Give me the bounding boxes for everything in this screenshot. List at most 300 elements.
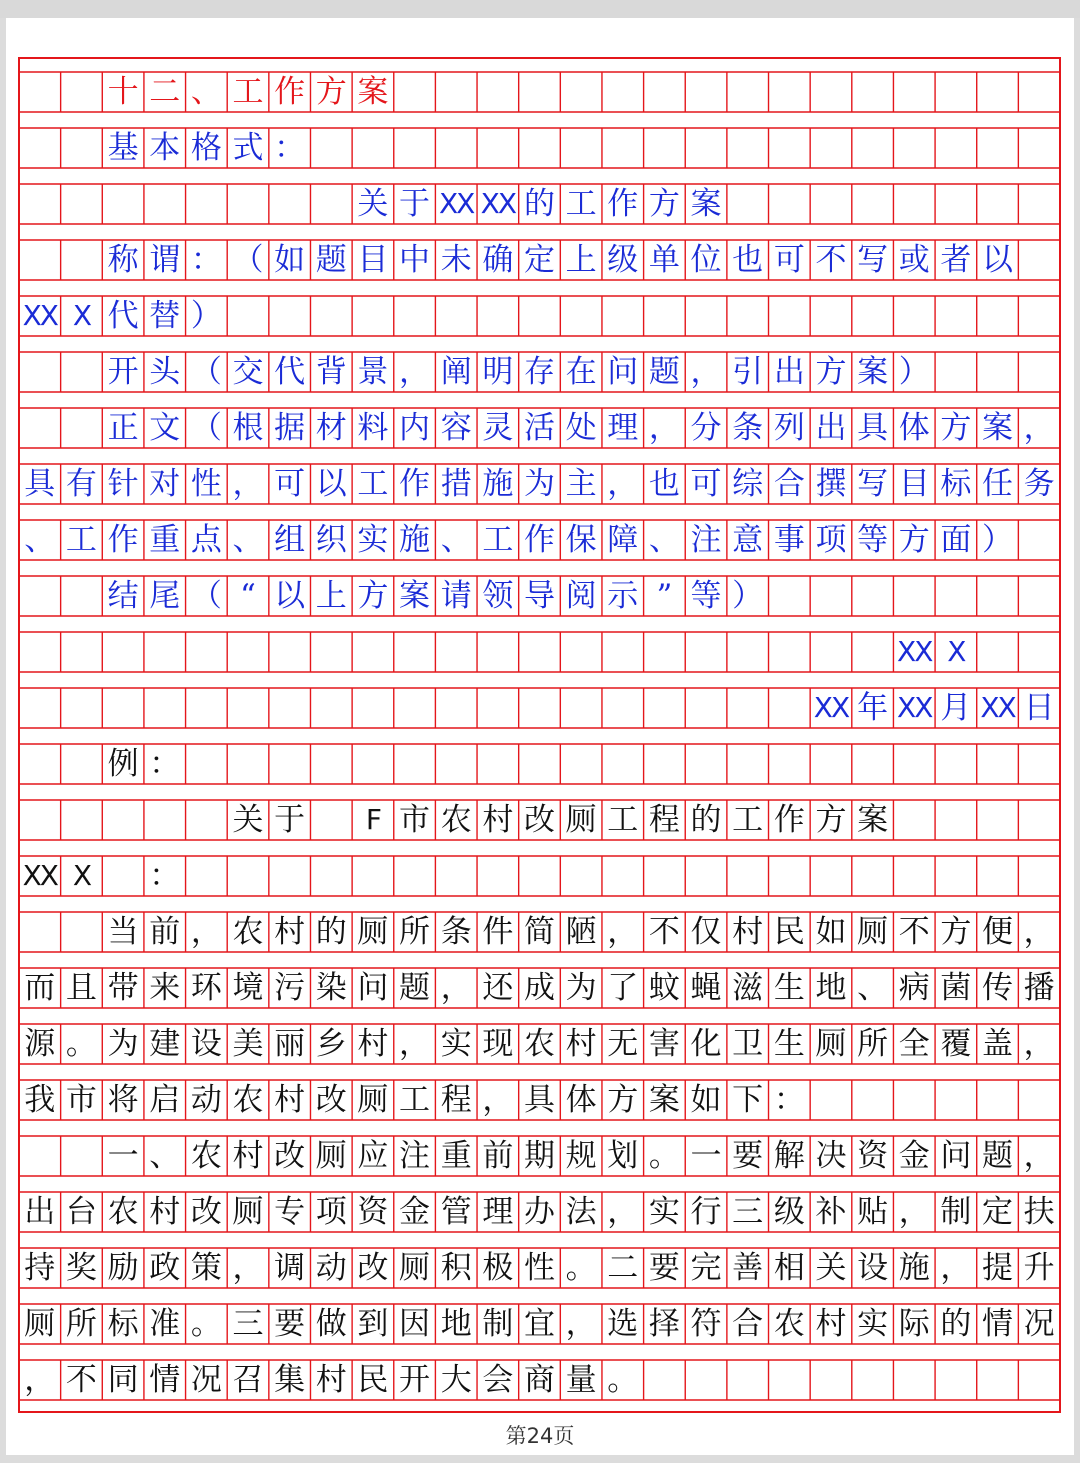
grid-char: 结 [107, 577, 139, 614]
grid-char: 保 [565, 521, 597, 558]
grid-char: 灵 [482, 409, 514, 446]
grid-char: 病 [898, 969, 930, 1006]
grid-char: 写 [857, 241, 889, 278]
grid-char: 会 [482, 1361, 514, 1398]
grid-char: 注 [399, 1137, 431, 1174]
grid-char: ： [149, 745, 181, 782]
grid-char: 村 [732, 913, 764, 950]
grid-char: 出 [815, 409, 847, 446]
grid-char: 前 [149, 913, 181, 950]
grid-char: 奖 [65, 1249, 97, 1286]
grid-char: 农 [232, 1081, 264, 1118]
grid-char: 改 [190, 1193, 222, 1230]
grid-char: 村 [315, 1361, 347, 1398]
grid-char: 上 [565, 241, 597, 278]
grid-char: 领 [482, 577, 514, 614]
grid-char: 任 [982, 465, 1014, 502]
grid-char: 而 [24, 969, 56, 1006]
grid-char: 村 [232, 1137, 264, 1174]
grid-char: 仅 [690, 913, 722, 950]
grid-char: 位 [690, 241, 722, 278]
grid-char: XX [897, 635, 932, 668]
grid-char: 源 [24, 1025, 56, 1062]
grid-char: 交 [232, 353, 264, 390]
grid-char: 村 [357, 1025, 389, 1062]
grid-char: 可 [274, 465, 306, 502]
grid-char: 厕 [232, 1193, 264, 1230]
grid-char: 解 [773, 1137, 805, 1174]
grid-char: 传 [982, 969, 1014, 1006]
grid-char: XX [980, 691, 1015, 724]
grid-char: 陋 [565, 913, 597, 950]
grid-char: ： [773, 1081, 805, 1118]
grid-char: 化 [690, 1025, 722, 1062]
grid-char: 面 [940, 521, 972, 558]
grid-char: 正 [107, 409, 139, 446]
grid-char: 厕 [24, 1305, 56, 1342]
grid-char: 二 [607, 1249, 639, 1286]
grid-char: 合 [773, 465, 805, 502]
grid-char: 案 [857, 353, 889, 390]
grid-char: 头 [149, 353, 181, 390]
grid-char: 意 [732, 521, 764, 558]
grid-char: 内 [399, 409, 431, 446]
grid-char: 卫 [732, 1025, 764, 1062]
grid-char: ， [1023, 913, 1055, 950]
grid-char: 持 [24, 1249, 56, 1286]
grid-char: ， [648, 409, 680, 446]
grid-char: ” [656, 577, 673, 614]
grid-char: 升 [1023, 1249, 1055, 1286]
grid-char: 级 [773, 1193, 805, 1230]
grid-char: 案 [357, 73, 389, 110]
grid-char: 体 [898, 409, 930, 446]
grid-char: 设 [190, 1025, 222, 1062]
grid-char: 导 [523, 577, 555, 614]
grid-char: 大 [440, 1361, 472, 1398]
grid-char: 如 [815, 913, 847, 950]
grid-char: 出 [24, 1193, 56, 1230]
grid-char: 不 [648, 913, 680, 950]
grid-char: ， [940, 1249, 972, 1286]
grid-char: 、 [440, 521, 472, 558]
grid-char: 的 [940, 1305, 972, 1342]
grid-char: 题 [982, 1137, 1014, 1174]
grid-char: 生 [773, 1025, 805, 1062]
grid-char: 择 [648, 1305, 680, 1342]
grid-char: 有 [65, 465, 97, 502]
grid-char: 引 [732, 353, 764, 390]
grid-char: 案 [982, 409, 1014, 446]
grid-char: 补 [815, 1193, 847, 1230]
grid-char: 方 [815, 353, 847, 390]
grid-char: 注 [690, 521, 722, 558]
grid-char: ， [440, 969, 472, 1006]
grid-char: 工 [232, 73, 264, 110]
grid-char: 项 [815, 521, 847, 558]
grid-char: 如 [690, 1081, 722, 1118]
grid-char: ， [1023, 409, 1055, 446]
grid-char: 景 [357, 353, 389, 390]
grid-char: 例 [107, 745, 139, 782]
grid-char: 根 [232, 409, 264, 446]
grid-char: 问 [607, 353, 639, 390]
grid-char: 标 [940, 465, 972, 502]
grid-char: 尾 [149, 577, 181, 614]
grid-char: 当 [107, 913, 139, 950]
grid-char: 工 [565, 185, 597, 222]
grid-char: 提 [982, 1249, 1014, 1286]
grid-char: 播 [1023, 969, 1055, 1006]
grid-char: 要 [648, 1249, 680, 1286]
grid-char: 工 [482, 521, 514, 558]
grid-char: 准 [149, 1305, 181, 1342]
grid-char: 容 [440, 409, 472, 446]
grid-char: ， [399, 1025, 431, 1062]
grid-char: 存 [523, 353, 555, 390]
grid-char: 、 [24, 521, 56, 558]
grid-char: ， [24, 1361, 56, 1398]
grid-char: 管 [440, 1193, 472, 1230]
grid-char: XX [439, 187, 474, 220]
grid-char: 下 [732, 1081, 764, 1118]
grid-char: 厕 [857, 913, 889, 950]
grid-char: 村 [482, 801, 514, 838]
grid-char: 集 [274, 1361, 306, 1398]
grid-char: 标 [107, 1305, 139, 1342]
grid-char: 性 [523, 1249, 555, 1286]
grid-char: 村 [274, 913, 306, 950]
grid-char: 案 [857, 801, 889, 838]
grid-char: 工 [399, 1081, 431, 1118]
grid-char: 确 [482, 241, 514, 278]
grid-char: 程 [440, 1081, 472, 1118]
grid-char: 方 [357, 577, 389, 614]
grid-char: 民 [357, 1361, 389, 1398]
grid-char: XX [480, 187, 516, 220]
grid-char: X [72, 859, 91, 892]
grid-char: 无 [607, 1025, 639, 1062]
grid-char: 实 [440, 1025, 472, 1062]
grid-char: 滋 [732, 969, 764, 1006]
grid-char: 地 [440, 1305, 472, 1342]
grid-char: 民 [773, 913, 805, 950]
grid-char: 问 [940, 1137, 972, 1174]
grid-char: 要 [274, 1305, 306, 1342]
grid-char: 方 [315, 73, 347, 110]
grid-char: 明 [482, 353, 514, 390]
grid-char: “ [240, 577, 256, 614]
grid-char: 改 [523, 801, 555, 838]
grid-char: 不 [815, 241, 847, 278]
grid-char: 厕 [399, 1249, 431, 1286]
grid-char: ， [190, 913, 222, 950]
grid-char: 题 [315, 241, 347, 278]
grid-char: 一 [107, 1137, 139, 1174]
grid-char: 农 [107, 1193, 139, 1230]
grid-char: ： [190, 241, 222, 278]
grid-char: 便 [982, 913, 1014, 950]
grid-char: 带 [107, 969, 139, 1006]
grid-char: 。 [190, 1305, 222, 1342]
grid-char: 工 [732, 801, 764, 838]
grid-char: 农 [190, 1137, 222, 1174]
grid-char: 或 [898, 241, 930, 278]
grid-char: 单 [648, 241, 680, 278]
grid-char: 作 [107, 521, 139, 558]
grid-char: ， [565, 1305, 597, 1342]
grid-char: 的 [315, 913, 347, 950]
grid-char: 月 [940, 689, 972, 726]
grid-char: 开 [107, 353, 139, 390]
grid-char: 可 [773, 241, 805, 278]
grid-char: 村 [815, 1305, 847, 1342]
grid-char: 将 [107, 1081, 139, 1118]
grid-char: 为 [107, 1025, 139, 1062]
grid-char: 应 [357, 1137, 389, 1174]
grid-char: 改 [357, 1249, 389, 1286]
grid-char: 织 [315, 521, 347, 558]
grid-char: 的 [690, 801, 722, 838]
grid-char: 作 [607, 185, 639, 222]
grid-char: 谓 [149, 241, 181, 278]
grid-char: 年 [857, 689, 889, 726]
grid-char: 于 [399, 185, 431, 222]
grid-char: 召 [232, 1361, 264, 1398]
grid-char: 替 [149, 297, 181, 334]
grid-char: 所 [399, 913, 431, 950]
grid-char: X [947, 635, 965, 668]
grid-char: 实 [357, 521, 389, 558]
grid-char: 市 [399, 801, 431, 838]
grid-char: 请 [440, 577, 472, 614]
grid-char: 现 [482, 1025, 514, 1062]
grid-char: 出 [773, 353, 805, 390]
grid-char: 资 [357, 1193, 389, 1230]
grid-char: 到 [357, 1305, 389, 1342]
grid-char: 害 [648, 1025, 680, 1062]
grid-char: 。 [648, 1137, 680, 1174]
grid-char: ， [482, 1081, 514, 1118]
grid-char: 生 [773, 969, 805, 1006]
grid-char: 农 [232, 913, 264, 950]
grid-char: 还 [482, 969, 514, 1006]
grid-char: 未 [440, 241, 472, 278]
grid-char: 务 [1023, 465, 1055, 502]
grid-char: 我 [24, 1081, 56, 1118]
grid-char: ， [607, 465, 639, 502]
grid-char: （ [232, 241, 264, 278]
grid-char: 要 [732, 1137, 764, 1174]
grid-char: 背 [315, 353, 347, 390]
grid-char: 贴 [857, 1193, 889, 1230]
grid-char: 撰 [815, 465, 847, 502]
grid-char: 案 [690, 185, 722, 222]
grid-char: 法 [565, 1193, 597, 1230]
grid-char: 善 [732, 1249, 764, 1286]
grid-char: 作 [523, 521, 555, 558]
grid-char: 改 [274, 1137, 306, 1174]
grid-char: 设 [857, 1249, 889, 1286]
grid-char: 案 [399, 577, 431, 614]
grid-char: 组 [274, 521, 306, 558]
grid-char: 文 [149, 409, 181, 446]
grid-char: 所 [857, 1025, 889, 1062]
grid-char: ） [898, 353, 930, 390]
grid-char: 为 [565, 969, 597, 1006]
grid-char: 施 [898, 1249, 930, 1286]
grid-char: 方 [940, 409, 972, 446]
grid-char: 极 [482, 1249, 514, 1286]
grid-char: 厕 [565, 801, 597, 838]
grid-char: 具 [24, 465, 56, 502]
grid-char: 件 [482, 913, 514, 950]
grid-char: 理 [607, 409, 639, 446]
grid-char: 村 [149, 1193, 181, 1230]
grid-char: 厕 [315, 1137, 347, 1174]
grid-char: 厕 [357, 913, 389, 950]
grid-char: 办 [523, 1193, 555, 1230]
grid-char: 宜 [523, 1305, 555, 1342]
grid-char: 也 [648, 465, 680, 502]
grid-char: 事 [773, 521, 805, 558]
grid-char: 厕 [815, 1025, 847, 1062]
grid-char: 在 [565, 353, 597, 390]
grid-char: 料 [357, 409, 389, 446]
grid-char: F [365, 803, 380, 836]
grid-char: 日 [1023, 689, 1055, 726]
grid-char: 全 [898, 1025, 930, 1062]
grid-char: XX [22, 299, 57, 332]
grid-char: ） [982, 521, 1014, 558]
grid-char: 式 [232, 129, 264, 166]
grid-char: 方 [607, 1081, 639, 1118]
grid-char: 成 [523, 969, 555, 1006]
grid-char: 、 [648, 521, 680, 558]
grid-char: 关 [232, 801, 264, 838]
grid-char: 对 [149, 465, 181, 502]
grid-char: 可 [690, 465, 722, 502]
grid-char: 级 [607, 241, 639, 278]
grid-char: ） [190, 297, 222, 334]
grid-char: 环 [190, 969, 222, 1006]
grid-char: 农 [523, 1025, 555, 1062]
grid-char: 材 [315, 409, 347, 446]
grid-char: 际 [898, 1305, 930, 1342]
grid-char: 决 [815, 1137, 847, 1174]
grid-char: 、 [232, 521, 264, 558]
grid-char: 专 [274, 1193, 306, 1230]
grid-char: 丽 [274, 1025, 306, 1062]
grid-char: 活 [523, 409, 555, 446]
grid-char: 具 [857, 409, 889, 446]
grid-char: 扶 [1023, 1193, 1055, 1230]
grid-char: XX [22, 859, 57, 892]
grid-char: 商 [523, 1361, 555, 1398]
grid-char: 分 [690, 409, 722, 446]
grid-char: 、 [857, 969, 889, 1006]
grid-char: 关 [357, 185, 389, 222]
grid-char: 。 [65, 1025, 97, 1062]
grid-char: 等 [857, 521, 889, 558]
grid-char: 村 [274, 1081, 306, 1118]
grid-char: 动 [190, 1081, 222, 1118]
grid-char: （ [190, 353, 222, 390]
grid-char: 项 [315, 1193, 347, 1230]
grid-char: 开 [399, 1361, 431, 1398]
grid-char: 工 [65, 521, 97, 558]
grid-char: 蚊 [648, 969, 680, 1006]
grid-char: 因 [399, 1305, 431, 1342]
grid-char: 况 [190, 1361, 222, 1398]
grid-char: 二 [149, 73, 181, 110]
grid-char: 不 [898, 913, 930, 950]
grid-char: 覆 [940, 1025, 972, 1062]
grid-char: 理 [482, 1193, 514, 1230]
grid-char: （ [190, 409, 222, 446]
grid-char: 菌 [940, 969, 972, 1006]
grid-char: 量 [565, 1361, 597, 1398]
grid-char: 点 [190, 521, 222, 558]
grid-char: 励 [107, 1249, 139, 1286]
grid-char: 的 [523, 185, 555, 222]
grid-char: ： [274, 129, 306, 166]
grid-char: 农 [440, 801, 472, 838]
grid-char: 盖 [982, 1025, 1014, 1062]
grid-char: 厕 [357, 1081, 389, 1118]
grid-char: 农 [773, 1305, 805, 1342]
grid-char: 前 [482, 1137, 514, 1174]
grid-char: 具 [523, 1081, 555, 1118]
grid-char: （ [190, 577, 222, 614]
grid-char: 方 [648, 185, 680, 222]
grid-char: 情 [982, 1305, 1014, 1342]
grid-char: ， [690, 353, 722, 390]
grid-char: 村 [565, 1025, 597, 1062]
grid-char: 划 [607, 1137, 639, 1174]
grid-char: 美 [232, 1025, 264, 1062]
grid-char: 市 [65, 1081, 97, 1118]
grid-char: 积 [440, 1249, 472, 1286]
grid-char: 况 [1023, 1305, 1055, 1342]
grid-char: ） [732, 577, 764, 614]
grid-char: 做 [315, 1305, 347, 1342]
grid-char: 三 [232, 1305, 264, 1342]
grid-char: 目 [357, 241, 389, 278]
grid-char: ， [399, 353, 431, 390]
grid-char: 污 [274, 969, 306, 1006]
grid-char: 所 [65, 1305, 97, 1342]
grid-char: 基 [107, 129, 139, 166]
page-number: 第24页 [505, 1424, 575, 1448]
grid-char: 条 [440, 913, 472, 950]
grid-char: 处 [565, 409, 597, 446]
grid-char: 染 [315, 969, 347, 1006]
grid-char: 据 [274, 409, 306, 446]
grid-char: 主 [565, 465, 597, 502]
grid-char: 阐 [440, 353, 472, 390]
grid-char: 境 [232, 969, 264, 1006]
grid-char: 实 [857, 1305, 889, 1342]
grid-char: ： [149, 857, 181, 894]
grid-char: 不 [65, 1361, 97, 1398]
grid-char: 作 [274, 73, 306, 110]
grid-char: 针 [107, 465, 139, 502]
grid-char: 施 [399, 521, 431, 558]
grid-char: 以 [315, 465, 347, 502]
grid-char: 情 [149, 1361, 181, 1398]
grid-char: 启 [149, 1081, 181, 1118]
